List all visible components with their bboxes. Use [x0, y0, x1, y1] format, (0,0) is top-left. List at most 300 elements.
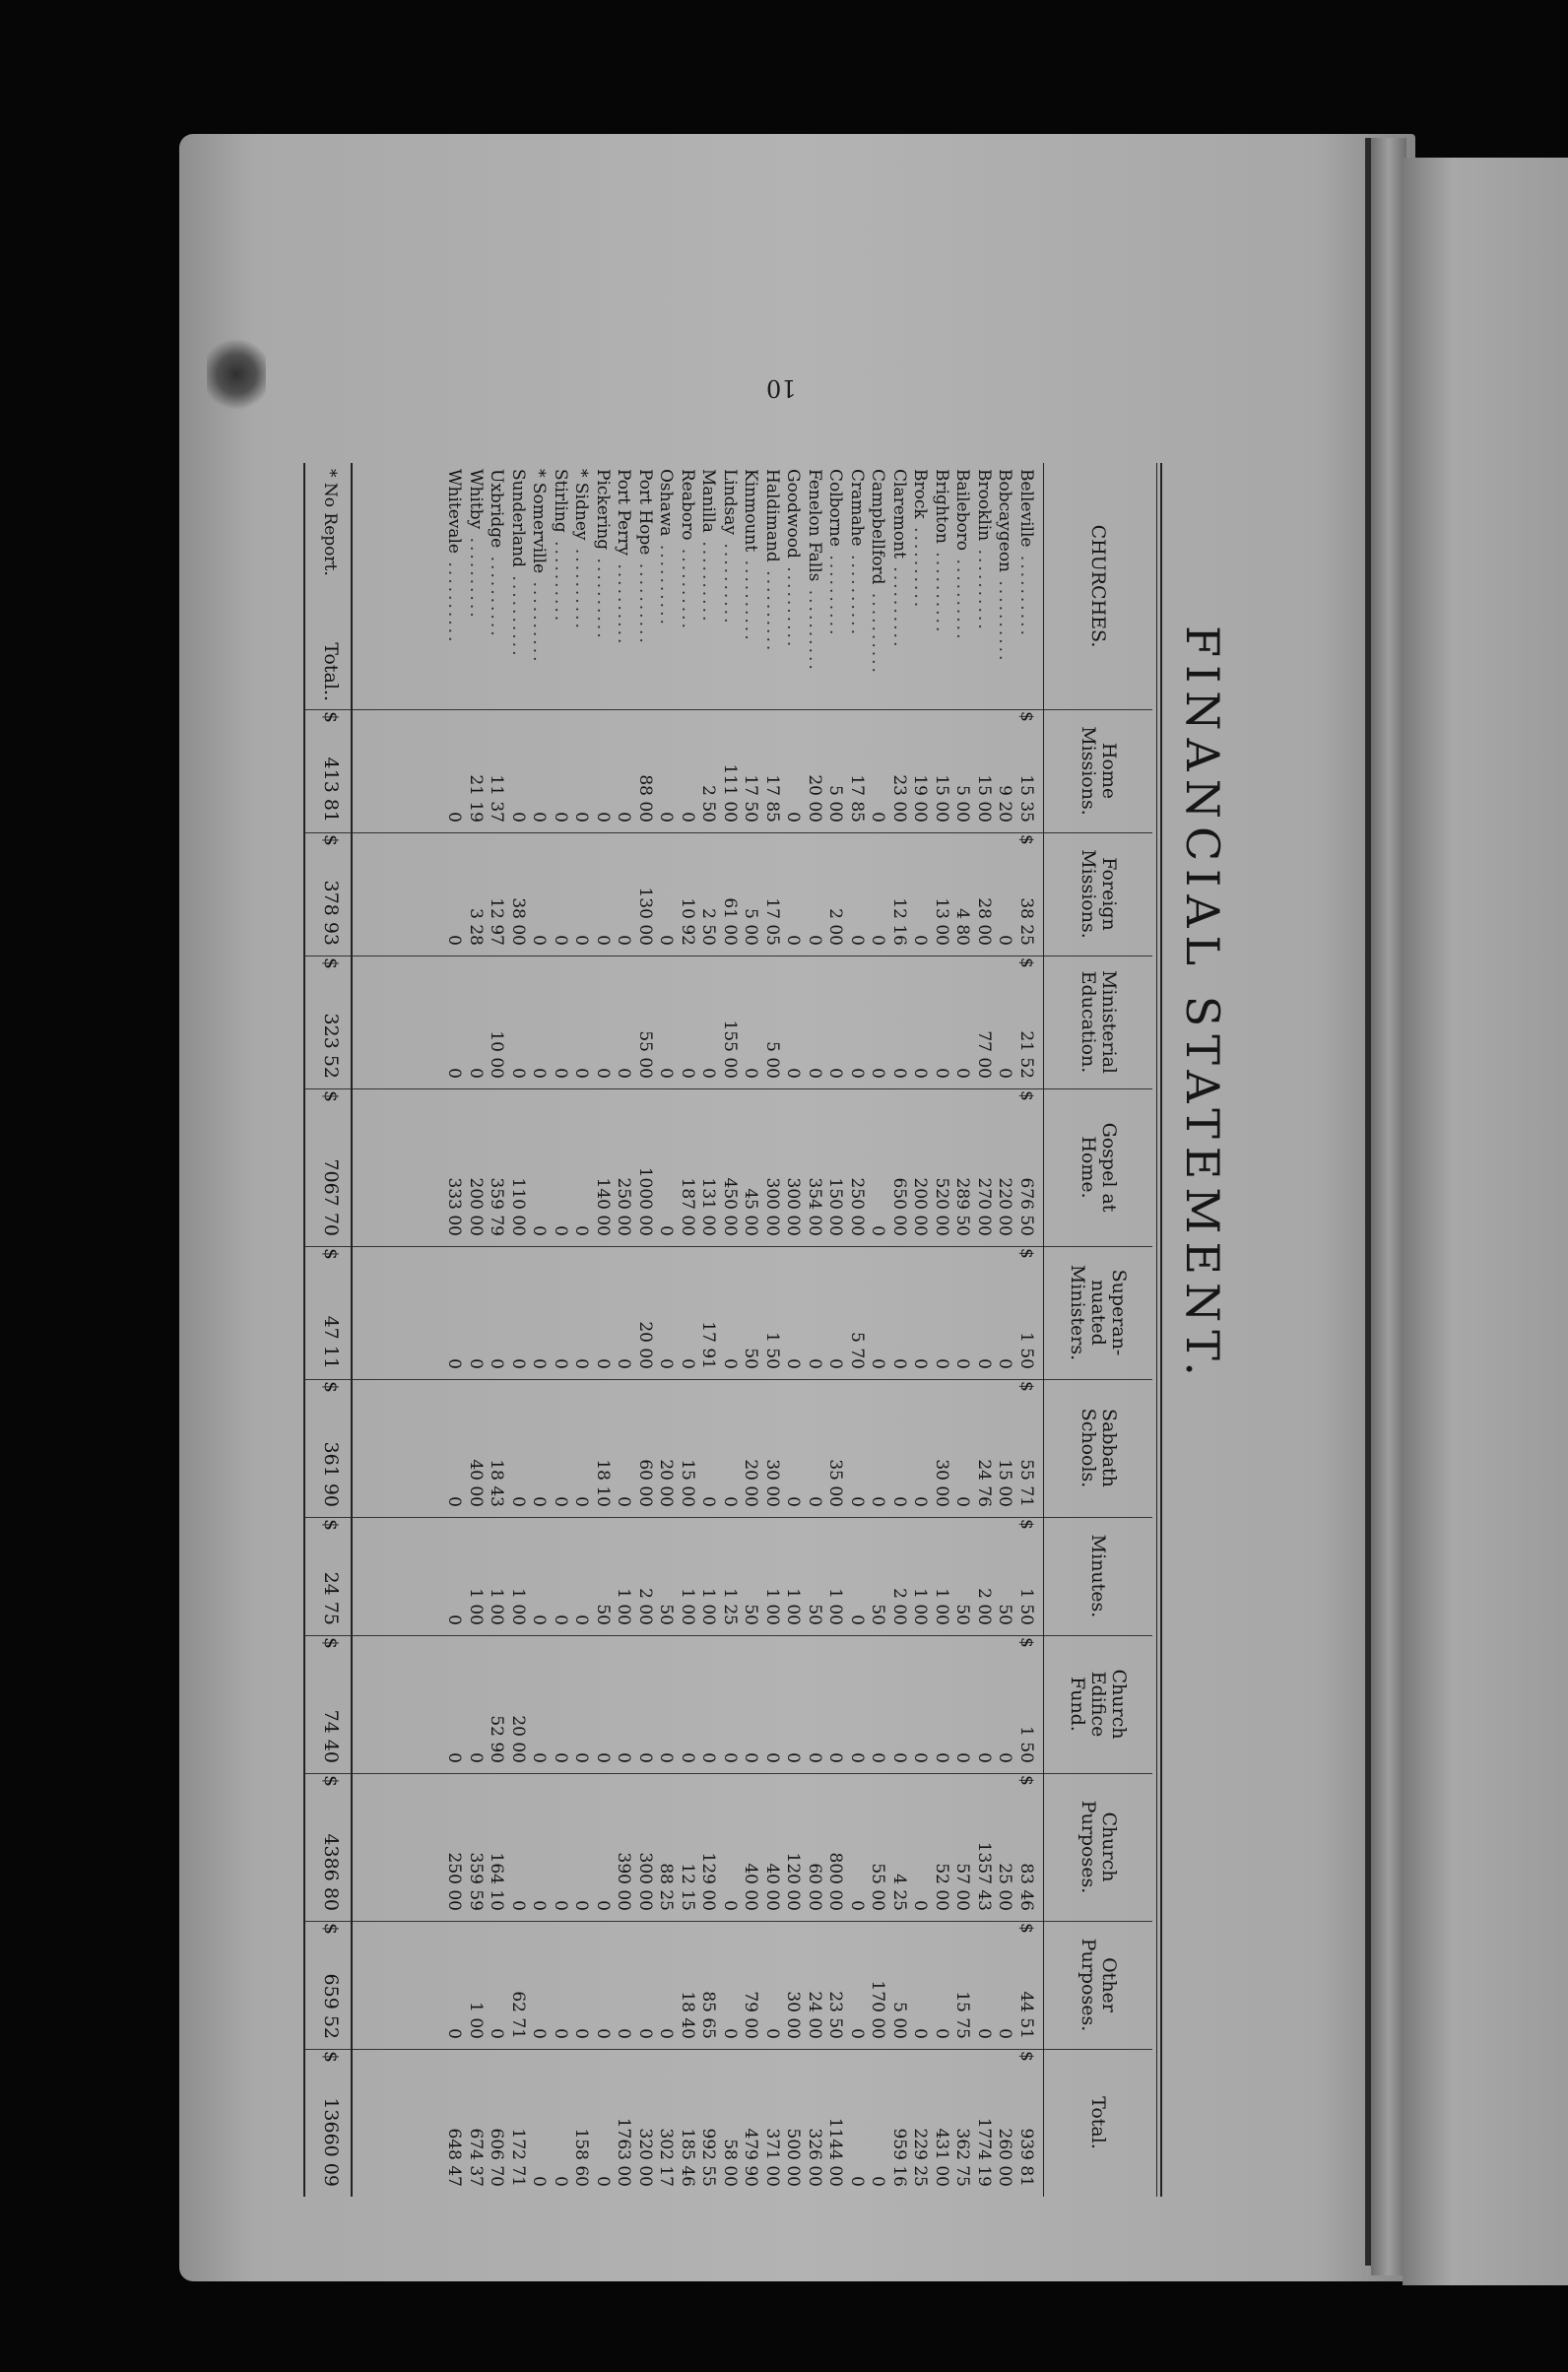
table-cell: 0	[466, 1358, 486, 1369]
table-cell: 0	[529, 935, 550, 946]
table-cell: 520 00	[932, 1177, 951, 1236]
table-cell: 320 00	[635, 2128, 655, 2187]
currency-symbol: $	[320, 1381, 342, 1394]
church-name	[740, 463, 761, 709]
table-cell: 0	[614, 935, 634, 946]
table-cell: 0	[551, 1068, 570, 1079]
column-header: Ministerial Education.	[1043, 955, 1152, 1088]
column-cells	[443, 463, 1036, 709]
column-cells	[443, 955, 1036, 1088]
column-header: Home Missions.	[1043, 709, 1152, 832]
table-cell: 155 00	[720, 1020, 740, 1079]
table-cell: 0	[508, 812, 528, 823]
table-cell: 0	[952, 1358, 973, 1369]
church-name	[973, 463, 995, 709]
church-name	[931, 463, 952, 709]
church-name-text: Goodwood	[783, 469, 804, 559]
table-cell	[1015, 1635, 1037, 1773]
table-cell: 250 00	[614, 1177, 634, 1236]
table-cell: 0	[529, 1900, 550, 1911]
table-cell	[1015, 832, 1037, 955]
page-number: 10	[766, 374, 797, 402]
total-value: 659 52	[320, 1973, 342, 2039]
table-cell: 9 20	[995, 785, 1015, 823]
table-cell: 0	[529, 1614, 550, 1625]
church-name	[782, 463, 804, 709]
currency-symbol: $	[320, 834, 342, 847]
table-cell: 77 00	[974, 1030, 994, 1079]
table-cell: 0	[529, 1068, 550, 1079]
table-cell: 187 00	[678, 1177, 697, 1236]
table-cell: 35 00	[825, 1459, 846, 1507]
table-cell: 0	[593, 1900, 613, 1911]
column-cells	[443, 1088, 1036, 1246]
currency-symbol: $	[1016, 1775, 1036, 1786]
currency-symbol: $	[1016, 1519, 1036, 1530]
table-cell: 0	[847, 935, 867, 946]
table-cell: 0	[656, 2028, 677, 2039]
table-cell: 5 00	[889, 2002, 909, 2039]
column-cells	[443, 1246, 1036, 1379]
total-value: 47 11	[320, 1315, 342, 1369]
table-cell: 0	[593, 812, 613, 823]
table-cell: 110 00	[508, 1177, 528, 1236]
table-cell: 0	[656, 1068, 677, 1079]
table-cell: 0	[974, 1358, 994, 1369]
table-cell: 79 00	[741, 1991, 761, 2039]
table-cell: 0	[678, 812, 697, 823]
church-name	[528, 463, 550, 709]
column-church_purposes	[305, 1773, 1152, 1922]
table-cell: 0	[593, 2028, 613, 2039]
table-cell: 0	[932, 1752, 951, 1763]
totals-row	[315, 1921, 353, 2049]
dot-leader: ..........	[571, 540, 592, 631]
column-header: CHURCHES.	[1043, 463, 1152, 709]
church-name-text: Oshawa	[656, 469, 677, 537]
currency-symbol: $	[320, 1775, 342, 1788]
table-cell: 0	[741, 1752, 761, 1763]
dot-leader: ..........	[783, 558, 804, 650]
table-cell: 0	[805, 1358, 824, 1369]
table-cell: 2 50	[698, 908, 719, 946]
table-cell: 55 00	[868, 1863, 888, 1911]
total-value: 323 52	[320, 1013, 342, 1079]
table-cell: 674 37	[466, 2128, 486, 2187]
table-cell: 0	[910, 1496, 931, 1507]
table-cell: 85 65	[698, 1991, 719, 2039]
currency-symbol: $	[1016, 1923, 1036, 1934]
currency-symbol: $	[320, 1923, 342, 1936]
table-cell: 0	[571, 935, 592, 946]
table-cell: 11 37	[487, 774, 507, 823]
table-cell: 0	[868, 1358, 888, 1369]
table-cell: 0	[635, 1752, 655, 1763]
table-cell: 0	[444, 1358, 465, 1369]
dot-leader: ..........	[698, 532, 719, 625]
column-header: Sabbath Schools.	[1043, 1379, 1152, 1517]
table-cell: 0	[678, 1068, 697, 1079]
currency-symbol: $	[320, 1637, 342, 1650]
total-cell	[315, 1088, 351, 1246]
table-cell: 164 10	[487, 1852, 507, 1911]
table-cell: 62 71	[508, 1991, 528, 2039]
table-cell: 50	[593, 1604, 613, 1625]
table-cell: 0	[995, 1068, 1015, 1079]
table-cell: 0	[698, 1496, 719, 1507]
table-cell: 15 00	[995, 1459, 1015, 1507]
table-cell: 60 00	[805, 1863, 824, 1911]
table-cell: 18 40	[678, 1991, 697, 2039]
table-cell: 0	[508, 1496, 528, 1507]
table-cell	[1015, 1517, 1037, 1635]
table-cell: 0	[614, 812, 634, 823]
table-cell: 50	[868, 1604, 888, 1625]
church-name	[888, 463, 910, 709]
table-cell: 12 15	[678, 1863, 697, 1911]
table-cell: 0	[720, 1752, 740, 1763]
church-name-text: Colborne	[825, 469, 846, 547]
table-cell: 150 00	[825, 1177, 846, 1236]
column-cells	[443, 709, 1036, 832]
table-cell: 0	[678, 1358, 697, 1369]
table-cell: 270 00	[974, 1177, 994, 1236]
total-cell	[315, 1921, 351, 2049]
church-name-text: Bobcaygeon	[995, 469, 1015, 572]
currency-symbol: $	[320, 711, 342, 724]
church-name-text: Claremont	[889, 469, 909, 559]
table-cell: 0	[487, 1358, 507, 1369]
table-cell: 17 50	[741, 774, 761, 823]
column-total	[305, 2049, 1152, 2197]
table-cell: 0	[551, 935, 570, 946]
table-cell: 30 00	[932, 1459, 951, 1507]
table-cell: 52 90	[487, 1715, 507, 1763]
table-cell: 0	[614, 2028, 634, 2039]
table-cell: 0	[593, 1068, 613, 1079]
table-cell: 0	[593, 935, 613, 946]
table-cell: 0	[805, 1496, 824, 1507]
cell-value: 1 50	[1016, 1332, 1036, 1369]
table-cell: 0	[995, 1752, 1015, 1763]
table-cell: 55 00	[635, 1030, 655, 1079]
table-cell: 50	[741, 1348, 761, 1369]
table-cell: 1774 19	[974, 2117, 994, 2187]
table-cell: 10 00	[487, 1030, 507, 1079]
church-name	[1015, 463, 1037, 709]
dot-leader: ..........	[720, 535, 740, 626]
table-cell: 28 00	[974, 897, 994, 946]
church-name-text: Whitevale	[444, 469, 465, 554]
table-cell: 0	[571, 812, 592, 823]
table-cell: 0	[678, 1752, 697, 1763]
table-cell: 5 00	[741, 908, 761, 946]
table-cell: 0	[593, 1752, 613, 1763]
dot-leader: ..........	[635, 555, 655, 646]
table-cell: 57 00	[952, 1863, 973, 1911]
church-name-text: Uxbridge	[487, 469, 507, 549]
table-cell: 18 10	[593, 1459, 613, 1507]
column-churches	[305, 463, 1152, 710]
table-cell: 0	[571, 2028, 592, 2039]
table-cell: 0	[868, 812, 888, 823]
church-name-text: Stirling	[551, 469, 570, 533]
church-name	[507, 463, 529, 709]
table-cell: 61 00	[720, 897, 740, 946]
currency-symbol: $	[1016, 1090, 1036, 1101]
dot-leader: ..........	[910, 518, 931, 611]
church-name-text: Cramahe	[847, 469, 867, 547]
table-cell: 0	[593, 1358, 613, 1369]
table-cell: 0	[444, 1752, 465, 1763]
table-cell: 1 25	[720, 1588, 740, 1625]
church-name	[824, 463, 846, 709]
dot-leader: ..........	[593, 550, 613, 641]
dot-leader: ..........	[656, 536, 677, 627]
page-title: FINANCIAL STATEMENT.	[1176, 626, 1229, 1384]
dot-leader: ..........	[678, 540, 697, 631]
table-cell: 0	[444, 935, 465, 946]
total-label: Total..	[320, 642, 342, 701]
table-cell: 0	[783, 935, 804, 946]
table-cell: 1 00	[614, 1588, 634, 1625]
table-cell: 0	[783, 812, 804, 823]
table-cell: 0	[741, 1068, 761, 1079]
cell-value: 38 25	[1016, 897, 1036, 946]
total-value: 413 81	[320, 757, 342, 823]
church-name-text: Brock	[910, 469, 931, 519]
table-cell: 0	[444, 1068, 465, 1079]
cell-value: 939 81	[1016, 2128, 1036, 2187]
totals-row	[315, 832, 353, 955]
table-cell: 0	[487, 2028, 507, 2039]
table-cell: 0	[847, 1614, 867, 1625]
table-cell: 17 85	[762, 774, 782, 823]
totals-row	[315, 709, 353, 832]
table-cell: 0	[805, 1752, 824, 1763]
table-cell: 606 70	[487, 2128, 507, 2187]
church-name	[677, 463, 698, 709]
currency-symbol: $	[1016, 2051, 1036, 2062]
church-name-text: * Somerville	[529, 469, 550, 574]
table-cell: 140 00	[593, 1177, 613, 1236]
column-church_edifice_fund	[305, 1635, 1152, 1774]
church-name	[486, 463, 507, 709]
table-cell: 0	[571, 1496, 592, 1507]
church-name-text: Fenelon Falls	[805, 469, 824, 582]
table-cell: 0	[656, 1752, 677, 1763]
table-cell: 50	[656, 1604, 677, 1625]
total-label-cell	[315, 463, 351, 709]
column-cells	[443, 1517, 1036, 1635]
table-cell: 0	[932, 1068, 951, 1079]
table-cell: 229 25	[910, 2128, 931, 2187]
table-cell: 359 59	[466, 1852, 486, 1911]
dot-leader: ..........	[444, 554, 465, 645]
church-name	[719, 463, 741, 709]
table-cell: 959 16	[889, 2128, 909, 2187]
table-cell: 0	[974, 2028, 994, 2039]
table-cell	[1015, 1246, 1037, 1379]
church-name-text: Kinmount	[741, 469, 761, 553]
cell-value: 1 50	[1016, 1726, 1036, 1763]
table-cell: 431 00	[932, 2128, 951, 2187]
table-cell: 15 75	[952, 1991, 973, 2039]
church-name	[867, 463, 888, 709]
table-cell: 38 00	[508, 897, 528, 946]
church-name-text: * Sidney	[571, 469, 592, 541]
church-name	[613, 463, 634, 709]
totals-row	[315, 955, 353, 1088]
table-cell: 648 47	[444, 2128, 465, 2187]
table-cell: 302 17	[656, 2128, 677, 2187]
table-cell: 0	[656, 1225, 677, 1236]
column-superannuated_ministers	[305, 1246, 1152, 1380]
total-value: 74 40	[320, 1709, 342, 1763]
table-cell: 52 00	[932, 1863, 951, 1911]
table-cell: 0	[571, 1614, 592, 1625]
table-cell: 0	[847, 2028, 867, 2039]
table-cell: 371 00	[762, 2128, 782, 2187]
table-cell: 0	[635, 2028, 655, 2039]
column-header: Other Purposes.	[1043, 1921, 1152, 2049]
table-cell: 0	[466, 1068, 486, 1079]
church-name	[697, 463, 719, 709]
table-cell: 450 00	[720, 1177, 740, 1236]
table-cell: 40 00	[466, 1459, 486, 1507]
ink-stain	[207, 335, 266, 414]
table-cell: 23 50	[825, 1991, 846, 2039]
table-cell: 17 91	[698, 1321, 719, 1369]
church-name	[951, 463, 973, 709]
financial-table	[303, 463, 1152, 2197]
table-cell: 15 00	[932, 774, 951, 823]
table-cell: 0	[762, 1752, 782, 1763]
dot-leader: ..........	[932, 543, 951, 635]
dot-leader: ..........	[889, 558, 909, 650]
table-cell: 50	[741, 1604, 761, 1625]
table-cell: 0	[995, 2028, 1015, 2039]
column-header: Superan- nuated Ministers.	[1043, 1246, 1152, 1379]
church-name-text: Brighton	[932, 469, 951, 544]
table-cell: 1144 00	[825, 2117, 846, 2187]
total-value: 4386 80	[320, 1833, 342, 1911]
table-cell: 300 00	[635, 1852, 655, 1911]
church-name	[570, 463, 592, 709]
table-cell: 21 19	[466, 774, 486, 823]
table-cell	[1015, 1921, 1037, 2049]
table-cell: 1 00	[466, 2002, 486, 2039]
table-cell: 23 00	[889, 774, 909, 823]
table-cell: 172 71	[508, 2128, 528, 2187]
total-cell	[315, 1246, 351, 1379]
cell-value: 1 50	[1016, 1588, 1036, 1625]
table-cell: 120 00	[783, 1852, 804, 1911]
table-cell: 0	[551, 1900, 570, 1911]
table-cell: 0	[720, 2028, 740, 2039]
table-cell: 0	[889, 1068, 909, 1079]
table-cell: 300 00	[762, 1177, 782, 1236]
table-cell: 0	[551, 1225, 570, 1236]
table-cell: 5 00	[825, 785, 846, 823]
table-cell: 479 90	[741, 2128, 761, 2187]
column-foreign_missions	[305, 832, 1152, 956]
column-cells	[443, 1635, 1036, 1773]
currency-symbol: $	[320, 957, 342, 970]
table-cell: 992 55	[698, 2128, 719, 2187]
table-cell: 20 00	[805, 774, 824, 823]
currency-symbol: $	[320, 1519, 342, 1532]
column-header: Church Purposes.	[1043, 1773, 1152, 1921]
total-cell	[315, 709, 351, 832]
table-cell: 0	[444, 812, 465, 823]
table-cell: 15 00	[974, 774, 994, 823]
table-cell: 2 00	[635, 1588, 655, 1625]
table-cell: 0	[551, 1752, 570, 1763]
currency-symbol: $	[1016, 957, 1036, 968]
church-name	[465, 463, 487, 709]
church-name	[550, 463, 571, 709]
column-header: Total.	[1043, 2049, 1152, 2197]
table-cell: 0	[868, 935, 888, 946]
church-name-text: Reaboro	[678, 469, 697, 541]
table-cell: 1357 43	[974, 1841, 994, 1911]
table-cell: 0	[656, 1358, 677, 1369]
table-cell: 2 00	[825, 908, 846, 946]
table-cell: 0	[593, 2176, 613, 2187]
total-value: 24 75	[320, 1571, 342, 1625]
total-cell	[315, 832, 351, 955]
table-cell: 1 00	[762, 1588, 782, 1625]
table-cell: 0	[889, 1496, 909, 1507]
table-cell: 25 00	[995, 1863, 1015, 1911]
table-cell: 1 00	[678, 1588, 697, 1625]
table-cell: 0	[825, 1752, 846, 1763]
table-cell	[1015, 1773, 1037, 1921]
table-cell: 24 00	[805, 1991, 824, 2039]
title-rule	[1156, 463, 1162, 2197]
table-cell: 1 00	[825, 1588, 846, 1625]
table-cell: 1763 00	[614, 2117, 634, 2187]
total-cell	[315, 955, 351, 1088]
table-cell: 200 00	[910, 1177, 931, 1236]
table-cell: 0	[529, 1496, 550, 1507]
table-cell: 12 97	[487, 897, 507, 946]
table-cell: 1 00	[932, 1588, 951, 1625]
table-cell: 20 00	[656, 1459, 677, 1507]
church-name	[761, 463, 783, 709]
church-name-text: Brooklin	[974, 469, 994, 542]
table-cell: 0	[571, 1068, 592, 1079]
table-cell: 0	[910, 1358, 931, 1369]
total-cell	[315, 1517, 351, 1635]
table-cell	[1015, 1379, 1037, 1517]
total-cell	[315, 1635, 351, 1773]
table-cell: 0	[571, 1900, 592, 1911]
currency-symbol: $	[1016, 711, 1036, 722]
totals-row	[315, 1379, 353, 1517]
table-cell: 0	[805, 1068, 824, 1079]
table-cell: 0	[551, 1614, 570, 1625]
table-cell: 0	[614, 1752, 634, 1763]
table-cell: 0	[910, 1752, 931, 1763]
table-cell: 2 00	[889, 1588, 909, 1625]
currency-symbol: $	[1016, 1637, 1036, 1648]
totals-row	[315, 1773, 353, 1921]
church-name-text: Haldimand	[762, 469, 782, 562]
table-cell: 333 00	[444, 1177, 465, 1236]
table-cell: 0	[614, 1358, 634, 1369]
